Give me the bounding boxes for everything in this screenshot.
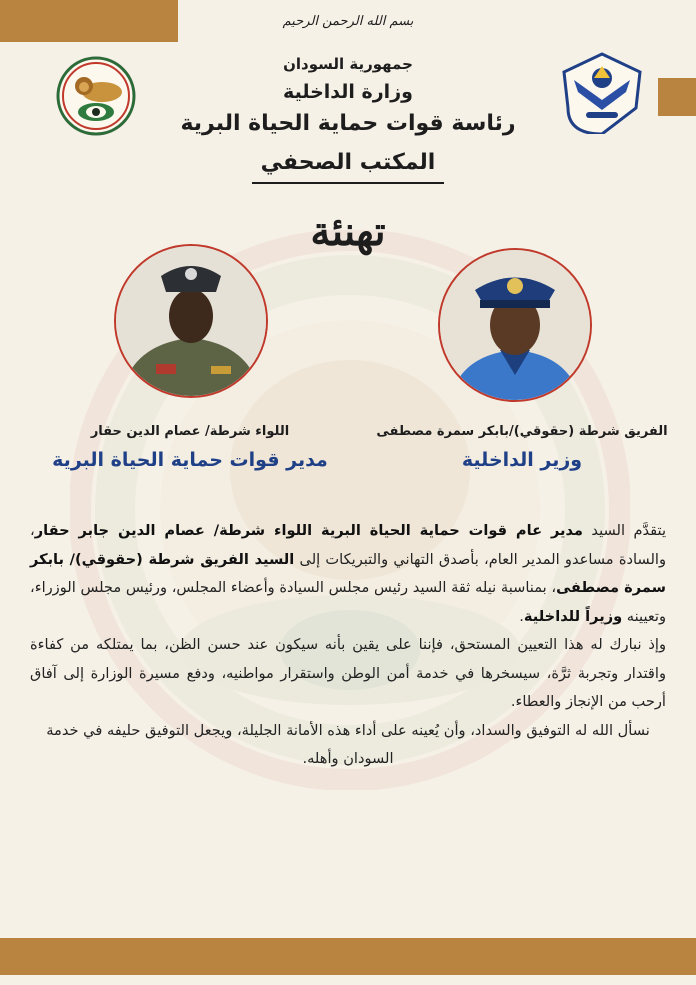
press-office-title: المكتب الصحفي [260, 150, 436, 175]
paragraph-2: وإذ نبارك له هذا التعيين المستحق، فإننا على يقين بأنه سيكون عند حسن الظن، بما يمتلكه من كفاءة واقتدار وتجربة ثرَّة، سيسخرها في خدمة أمن الوطن واستقرار مواطنيه، ودفع مسيرة الوزارة إلى آفاق أرحب من الإنجاز والعطاء. [30, 636, 666, 710]
paragraph-1: يتقدَّم السيد مدير عام قوات حماية الحياة البرية اللواء شرطة/ عصام الدين جابر حقار، والسادة مساعدو المدير العام، بأصدق التهاني والتبريكات إلى السيد الفريق شرطة (حقوقي)/ بابكر سمرة مصطفى، بمناسبة نيله ثقة السيد رئيس مجلس السيادة وأعضاء المجلس، ورئيس مجلس الوزراء، وتعيينه وزيراً للداخلية. [30, 522, 667, 625]
paragraph-3: نسأل الله له التوفيق والسداد، وأن يُعينه على أداء هذه الأمانة الجليلة، ويجعل التوفيق حليفه في خدمة السودان وأهله. [46, 721, 650, 767]
portrait-minister [438, 248, 592, 402]
ministry-name: وزارة الداخلية [283, 81, 413, 103]
republic-name: جمهورية السودان [283, 55, 413, 73]
basmala: بسم الله الرحمن الرحيم [282, 14, 414, 29]
portrait-director [114, 244, 268, 398]
bottom-bar [0, 938, 696, 975]
minister-name: الفريق شرطة (حقوقي)/بابكر سمرة مصطفى [376, 424, 668, 439]
police-emblem-logo [556, 50, 648, 134]
director-name: اللواء شرطة/ عصام الدين حقار [90, 424, 290, 439]
press-office-underline [252, 182, 444, 184]
statement-body [30, 517, 666, 774]
minister-title: وزير الداخلية [461, 449, 583, 471]
presidency-name: رئاسة قوات حماية الحياة البرية [180, 111, 516, 136]
wildlife-logo [56, 56, 136, 136]
director-title: مدير قوات حماية الحياة البرية [52, 449, 328, 471]
congratulations-headline: تهنئة [310, 208, 386, 255]
